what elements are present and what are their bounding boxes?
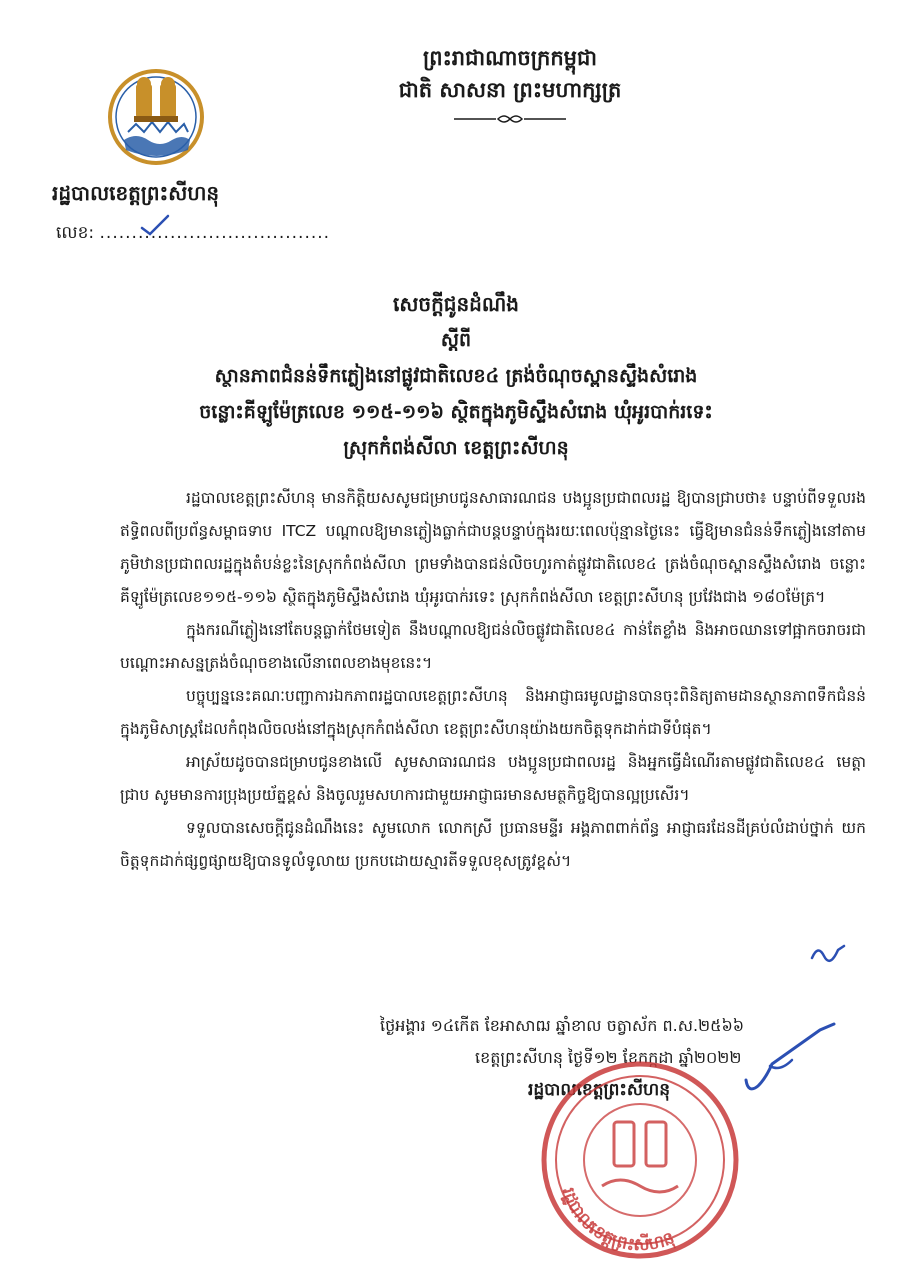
ornament-divider-icon — [450, 112, 570, 126]
pen-endmark-icon — [808, 940, 848, 970]
signature-icon — [740, 1020, 840, 1100]
body-paragraph: បច្ចុប្បន្ននេះគណៈបញ្ជាការឯកភាពរដ្ឋបាលខេត្តព្រះសីហនុ និងអាជ្ញាធរមូលដ្ឋានបានចុះពិនិត្យតាមដានស្ថានភាពទឹកជំនន់ក្នុងភូមិសាស្ត្រដែលកំពុងលិចលង់នៅក្នុងស្រុកកំពង់សីលា ខេត្តព្រះសីហនុយ៉ាងយកចិត្តទុកដាក់ជាទីបំផុត។ — [120, 687, 866, 738]
reference-number — [56, 222, 330, 247]
kingdom-name: ព្រះរាជាណាចក្រកម្ពុជា — [422, 46, 597, 70]
signatory-title: រដ្ឋបាលខេត្តព្រះសីហនុ — [528, 1080, 671, 1100]
national-motto: ជាតិ សាសនា ព្រះមហាក្សត្រ — [398, 78, 622, 102]
body-paragraph: ទទួលបានសេចក្តីជូនដំណឹងនេះ សូមលោក លោកស្រី ប្រធានមន្ទីរ អង្គភាពពាក់ព័ន្ធ អាជ្ញាធរដែនដីគ្រប់លំដាប់ថ្នាក់ យកចិត្តទុកដាក់ផ្សព្វផ្សាយឱ្យបានទូលំទូលាយ ប្រកបដោយស្មារតីទទួលខុសត្រូវខ្ពស់។ — [120, 819, 866, 870]
lunar-date: ថ្ងៃអង្គារ ១៤កើត ខែអាសាឍ ឆ្នាំខាល ចត្វាស័ក ព.ស.២៥៦៦ — [380, 1016, 745, 1035]
seal-ring-text: រដ្ឋបាលខេត្តព្រះសីហនុ — [557, 1185, 678, 1256]
notice-subject-line-1: ស្ថានភាពជំនន់ទឹកភ្លៀងនៅផ្លូវជាតិលេខ៤ ត្រង់ចំណុចស្ពានស្ទឹងសំរោង — [214, 365, 698, 387]
body-paragraph: រដ្ឋបាលខេត្តព្រះសីហនុ មានកិត្តិយសសូមជម្រាបជូនសាធារណជន បងប្អូនប្រជាពលរដ្ឋ ឱ្យបានជ្រាបថា៖ បន្ទាប់ពីទទួលរងឥទ្ធិពលពីប្រព័ន្ធសម្ពាធទាប ITCZ បណ្តាលឱ្យមានភ្លៀងធ្លាក់ជាបន្តបន្ទាប់ក្នុងរយៈពេលប៉ុន្មានថ្ងៃនេះ ធ្វើឱ្យមានជំនន់ទឹកភ្លៀងនៅតាមភូមិឋានប្រជាពលរដ្ឋក្នុងតំបន់ខ្លះនៃស្រុកកំពង់សីលា ព្រមទាំងបានជន់លិចហូរកាត់ផ្លូវជាតិលេខ៤ ត្រង់ចំណុចស្ពានស្ទឹងសំរោង ចន្លោះគីឡូម៉ែត្រលេខ១១៥-១១៦ ស្ថិតក្នុងភូមិស្ទឹងសំរោង ឃុំអូរបាក់រទេះ ស្រុកកំពង់សីលា ខេត្តព្រះសីហនុ ប្រវែងជាង ១៨០ម៉ែត្រ។ — [120, 489, 866, 606]
body-paragraph: ក្នុងករណីភ្លៀងនៅតែបន្តធ្លាក់ថែមទៀត នឹងបណ្តាលឱ្យជន់លិចផ្លូវជាតិលេខ៤ កាន់តែខ្លាំង និងអាចឈានទៅផ្អាកចរាចរជាបណ្តោះអាសន្នត្រង់ចំណុចខាងលើនាពេលខាងមុខនេះ។ — [120, 621, 866, 672]
reference-label: លេខ: — [56, 223, 95, 243]
notice-subject-line-3: ស្រុកកំពង់សីលា ខេត្តព្រះសីហនុ — [343, 437, 569, 459]
notice-regarding: ស្តីពី — [440, 329, 472, 351]
body-paragraph: អាស្រ័យដូចបានជម្រាបជូនខាងលើ សូមសាធារណជន បងប្អូនប្រជាពលរដ្ឋ និងអ្នកធ្វើដំណើរតាមផ្លូវជាតិលេខ៤ មេត្តាជ្រាប សូមមានការប្រុងប្រយ័ត្នខ្ពស់ និងចូលរួមសហការជាមួយអាជ្ញាធរមានសមត្ថកិច្ចឱ្យបានល្អប្រសើរ។ — [120, 753, 866, 804]
pen-check-icon — [140, 214, 170, 238]
reference-blank: .................................... — [99, 223, 331, 243]
solar-date: ខេត្តព្រះសីហនុ ថ្ងៃទី១២ ខែកក្កដា ឆ្នាំ២០២២ — [475, 1048, 742, 1067]
notice-subject-line-2: ចន្លោះគីឡូម៉ែត្រលេខ ១១៥-១១៦ ស្ថិតក្នុងភូមិស្ទឹងសំរោង ឃុំអូរបាក់រទេះ — [199, 401, 713, 423]
official-seal-icon — [530, 1060, 750, 1270]
provincial-emblem-icon — [106, 62, 206, 172]
notice-title: សេចក្តីជូនដំណឹង — [393, 292, 519, 316]
issuer-name: រដ្ឋបាលខេត្តព្រះសីហនុ — [52, 181, 220, 205]
svg-text:រដ្ឋបាលខេត្តព្រះសីហនុ — [558, 1186, 678, 1256]
notice-body — [120, 482, 866, 878]
notice-title-block — [100, 286, 812, 466]
kingdom-header — [300, 42, 720, 126]
